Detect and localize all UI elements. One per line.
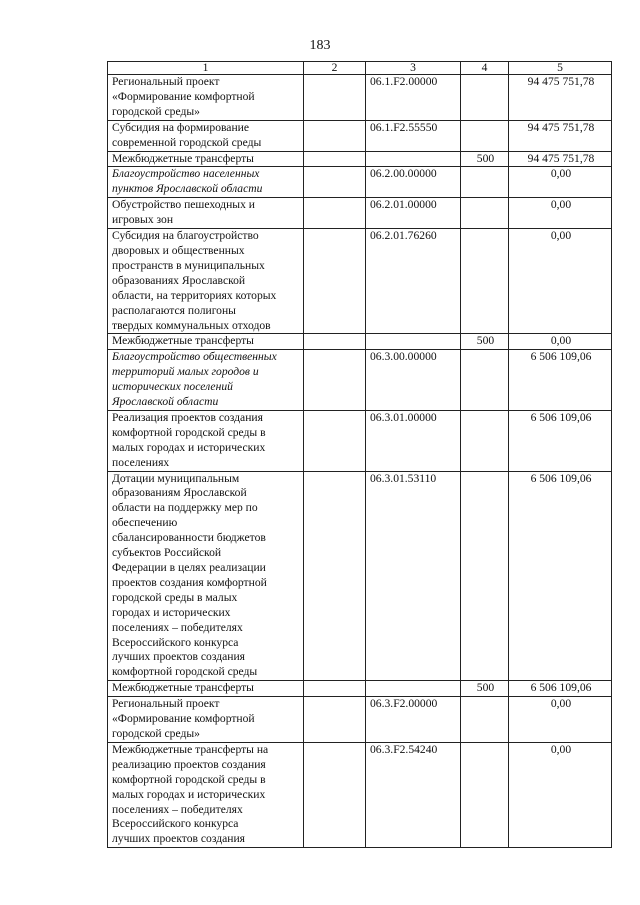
table-row: [108, 167, 612, 198]
table-row: [108, 410, 612, 471]
row-name: Межбюджетные трансферты: [108, 334, 304, 350]
row-amount: 6 506 109,06: [509, 410, 612, 471]
row-code: 06.1.F2.55550: [366, 120, 461, 151]
header-col-2: 2: [304, 62, 366, 75]
row-vr: 500: [461, 151, 509, 167]
row-amount: 0,00: [509, 198, 612, 229]
row-vr: [461, 350, 509, 411]
row-vr: [461, 120, 509, 151]
row-code: 06.1.F2.00000: [366, 75, 461, 121]
header-col-3: 3: [366, 62, 461, 75]
table-row: [108, 334, 612, 350]
row-amount: 0,00: [509, 167, 612, 198]
row-amount: 0,00: [509, 229, 612, 334]
table-row: [108, 229, 612, 334]
table-body: [108, 75, 612, 848]
row-name: Субсидия на формирование современной городской среды: [108, 120, 304, 151]
row-vr: [461, 742, 509, 847]
row-vr: 500: [461, 334, 509, 350]
row-code: 06.2.01.00000: [366, 198, 461, 229]
row-col2: [304, 410, 366, 471]
row-col2: [304, 120, 366, 151]
row-amount: 0,00: [509, 742, 612, 847]
table-row: [108, 198, 612, 229]
row-vr: [461, 198, 509, 229]
row-code: 06.3.F2.54240: [366, 742, 461, 847]
row-name: Дотации муниципальным образованиям Ярославской области на поддержку мер по обеспечению сбалансированности бюджетов субъектов Российской Федерации в целях реализации проектов создания комфортной городской среды в малых городах и исторических поселениях – победителях Всероссийского конкурса лучших проектов создания комфортной городской среды: [108, 471, 304, 681]
row-col2: [304, 334, 366, 350]
budget-table: [107, 61, 612, 848]
row-col2: [304, 697, 366, 743]
page-number: 183: [309, 38, 331, 53]
row-code: 06.3.F2.00000: [366, 697, 461, 743]
row-code: [366, 334, 461, 350]
row-vr: [461, 167, 509, 198]
table-row: [108, 350, 612, 411]
header-col-4: 4: [461, 62, 509, 75]
row-col2: [304, 350, 366, 411]
row-code: 06.2.00.00000: [366, 167, 461, 198]
row-vr: [461, 229, 509, 334]
table-row: [108, 75, 612, 121]
row-name: Региональный проект «Формирование комфортной городской среды»: [108, 697, 304, 743]
row-name: Субсидия на благоустройство дворовых и общественных пространств в муниципальных образованиях Ярославской области, на территориях которых располагаются полигоны твердых коммунальных отходов: [108, 229, 304, 334]
row-code: 06.2.01.76260: [366, 229, 461, 334]
row-amount: 6 506 109,06: [509, 471, 612, 681]
table-row: [108, 471, 612, 681]
row-name: Обустройство пешеходных и игровых зон: [108, 198, 304, 229]
row-col2: [304, 167, 366, 198]
row-name: Региональный проект «Формирование комфортной городской среды»: [108, 75, 304, 121]
row-name: Межбюджетные трансферты на реализацию проектов создания комфортной городской среды в малых городах и исторических поселениях – победителях Всероссийского конкурса лучших проектов создания: [108, 742, 304, 847]
row-amount: 6 506 109,06: [509, 350, 612, 411]
table-row: [108, 151, 612, 167]
table-header: [108, 62, 612, 75]
row-vr: [461, 697, 509, 743]
row-name: Межбюджетные трансферты: [108, 151, 304, 167]
header-col-5: 5: [509, 62, 612, 75]
row-amount: 6 506 109,06: [509, 681, 612, 697]
header-col-1: 1: [108, 62, 304, 75]
row-amount: 94 475 751,78: [509, 75, 612, 121]
row-code: [366, 151, 461, 167]
row-name: Благоустройство общественных территорий малых городов и исторических поселений Ярославской области: [108, 350, 304, 411]
row-col2: [304, 151, 366, 167]
table-row: [108, 120, 612, 151]
row-vr: [461, 75, 509, 121]
row-amount: 0,00: [509, 697, 612, 743]
row-code: 06.3.01.00000: [366, 410, 461, 471]
row-col2: [304, 742, 366, 847]
table-row: [108, 697, 612, 743]
row-name: Межбюджетные трансферты: [108, 681, 304, 697]
row-col2: [304, 75, 366, 121]
row-vr: [461, 471, 509, 681]
row-col2: [304, 198, 366, 229]
row-amount: 0,00: [509, 334, 612, 350]
row-amount: 94 475 751,78: [509, 151, 612, 167]
row-name: Реализация проектов создания комфортной городской среды в малых городах и исторических поселениях: [108, 410, 304, 471]
row-col2: [304, 229, 366, 334]
row-col2: [304, 471, 366, 681]
table-row: [108, 742, 612, 847]
row-vr: [461, 410, 509, 471]
row-code: 06.3.01.53110: [366, 471, 461, 681]
table-row: [108, 681, 612, 697]
row-amount: 94 475 751,78: [509, 120, 612, 151]
row-col2: [304, 681, 366, 697]
row-vr: 500: [461, 681, 509, 697]
row-name: Благоустройство населенных пунктов Ярославской области: [108, 167, 304, 198]
row-code: [366, 681, 461, 697]
row-code: 06.3.00.00000: [366, 350, 461, 411]
header-row: [108, 62, 612, 75]
